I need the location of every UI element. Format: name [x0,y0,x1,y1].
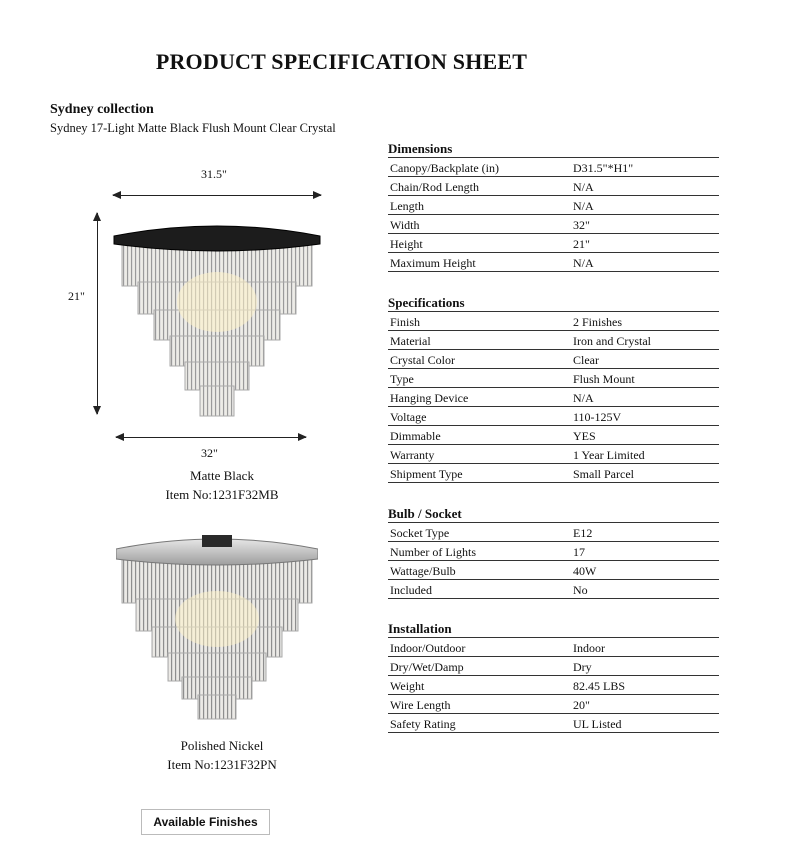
spec-row [388,407,719,426]
spec-row [388,426,719,445]
spec-row [388,196,719,215]
bottom-width-label: 32" [201,446,218,460]
bulb-socket-section [388,505,719,599]
spec-row [388,676,719,695]
variant-finish: Polished Nickel [180,738,264,753]
spec-label: Socket Type [390,526,450,540]
spec-value: UL Listed [573,717,622,731]
spec-row [388,158,719,177]
spec-label: Width [390,218,420,232]
height-label: 21" [68,289,85,303]
spec-value: 21" [573,237,590,251]
spec-label: Length [390,199,424,213]
spec-label: Voltage [390,410,427,424]
spec-label: Hanging Device [390,391,469,405]
spec-label: Wire Length [390,698,451,712]
spec-value: 32" [573,218,590,232]
spec-label: Number of Lights [390,545,476,559]
spec-row [388,369,719,388]
spec-label: Dry/Wet/Damp [390,660,464,674]
height-arrow [97,213,98,414]
spec-label: Canopy/Backplate (in) [390,161,499,175]
spec-label: Included [390,583,432,597]
top-width-label: 31.5" [201,167,227,181]
collection-name: Sydney collection [50,102,154,117]
matte-black-chandelier-image [112,222,322,422]
spec-label: Chain/Rod Length [390,180,479,194]
specifications-section [388,294,719,483]
section-title: Specifications [388,294,719,312]
spec-value: 2 Finishes [573,315,623,329]
spec-label: Warranty [390,448,435,462]
spec-label: Material [390,334,431,348]
spec-label: Type [390,372,414,386]
variant-finish: Matte Black [190,468,254,483]
available-finishes-button[interactable]: Available Finishes [141,809,270,835]
frame-ring [114,226,320,251]
spec-label: Shipment Type [390,467,463,481]
spec-value: 1 Year Limited [573,448,645,462]
spec-row [388,312,719,331]
spec-row [388,714,719,733]
bottom-width-arrow [116,437,306,438]
spec-row [388,331,719,350]
section-title: Dimensions [388,140,719,158]
spec-value: N/A [573,391,594,405]
spec-value: N/A [573,180,594,194]
section-title: Bulb / Socket [388,505,719,523]
spec-row [388,464,719,483]
spec-value: E12 [573,526,593,540]
spec-value: 17 [573,545,585,559]
spec-label: Finish [390,315,421,329]
spec-value: 40W [573,564,597,578]
spec-row [388,445,719,464]
spec-value: 110-125V [573,410,622,424]
spec-value: Iron and Crystal [573,334,651,348]
page-title: PRODUCT SPECIFICATION SHEET [155,49,528,74]
spec-row [388,523,719,542]
spec-row [388,580,719,599]
spec-value: D31.5"*H1" [573,161,634,175]
spec-value: Clear [573,353,599,367]
spec-label: Height [390,237,423,251]
spec-label: Safety Rating [390,717,456,731]
spec-value: Dry [573,660,592,674]
spec-value: 82.45 LBS [573,679,626,693]
spec-label: Crystal Color [390,353,455,367]
spec-value: Indoor [573,641,605,655]
collection-description: Sydney 17-Light Matte Black Flush Mount Clear Crystal [50,121,336,135]
spec-row [388,542,719,561]
spec-value: No [573,583,588,597]
spec-value: Flush Mount [573,372,635,386]
dimensions-section [388,140,719,272]
spec-row [388,695,719,714]
variant-item-number: Item No:1231F32PN [167,757,277,772]
spec-label: Wattage/Bulb [390,564,456,578]
spec-label: Dimmable [390,429,441,443]
spec-value: Small Parcel [573,467,634,481]
spec-label: Weight [390,679,425,693]
spec-value: 20" [573,698,590,712]
top-width-arrow [113,195,321,196]
spec-row [388,657,719,676]
polished-nickel-chandelier-image [116,533,318,723]
variant-item-number: Item No:1231F32MB [165,487,279,502]
spec-row [388,215,719,234]
spec-value: N/A [573,256,594,270]
spec-label: Indoor/Outdoor [390,641,466,655]
spec-label: Maximum Height [390,256,476,270]
spec-row [388,253,719,272]
spec-row [388,561,719,580]
spec-row [388,350,719,369]
installation-section [388,620,719,733]
spec-value: N/A [573,199,594,213]
spec-row [388,638,719,657]
section-title: Installation [388,620,719,638]
spec-value: YES [573,429,596,443]
spec-row [388,234,719,253]
spec-row [388,177,719,196]
spec-row [388,388,719,407]
